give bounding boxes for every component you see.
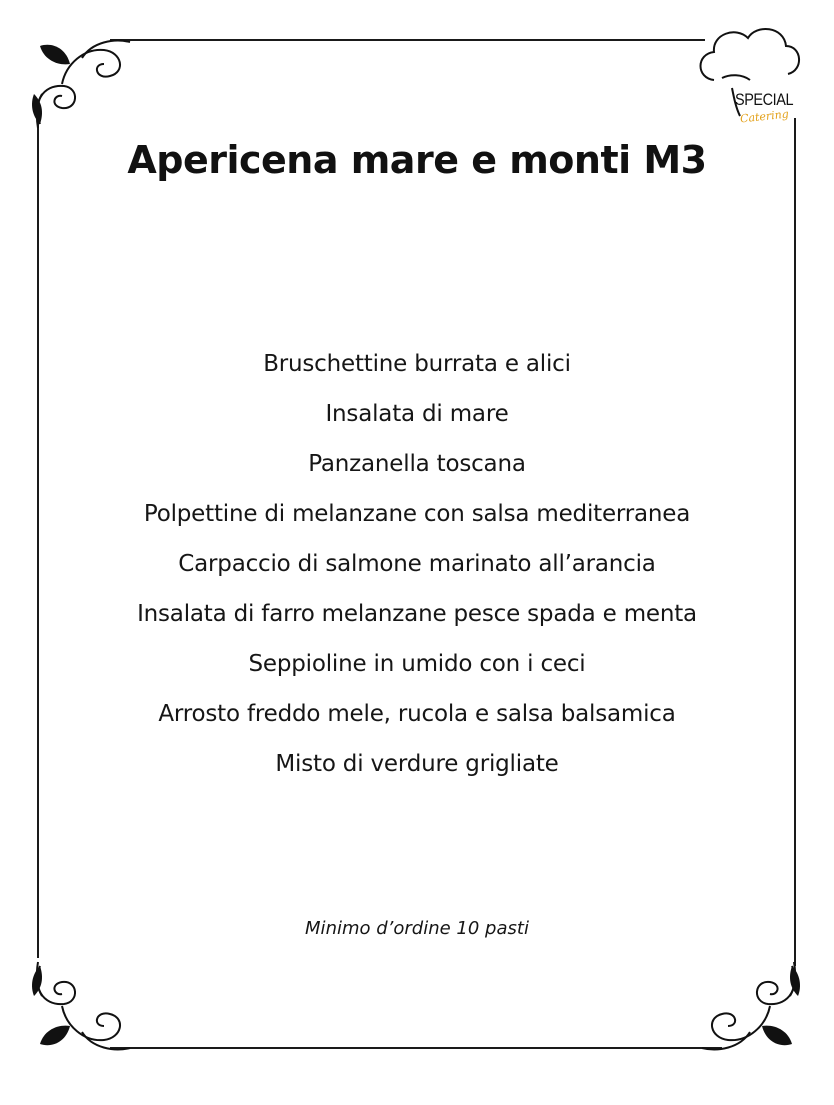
menu-item: Arrosto freddo mele, rucola e salsa balsamica (158, 701, 676, 727)
corner-ornament-bottom-right (690, 946, 810, 1066)
minimum-order-note: Minimo d’ordine 10 pasti (305, 918, 529, 939)
frame-border-bottom (110, 1047, 722, 1049)
menu-item: Bruschettine burrata e alici (263, 351, 571, 377)
page-title: Apericena mare e monti M3 (127, 138, 707, 182)
frame-border-top (110, 39, 705, 41)
logo-wordmark-catering: Catering (739, 107, 790, 126)
menu-item: Insalata di mare (325, 401, 509, 427)
menu-item: Carpaccio di salmone marinato all’arancia (178, 551, 656, 577)
menu-item: Misto di verdure grigliate (275, 751, 559, 777)
menu-item: Insalata di farro melanzane pesce spada e menta (137, 601, 697, 627)
menu-item: Panzanella toscana (308, 451, 526, 477)
corner-ornament-top-left (22, 24, 142, 144)
special-catering-logo (692, 18, 812, 138)
menu-item: Polpettine di melanzane con salsa mediterranea (143, 501, 691, 527)
logo-wordmark-special: SPECIAL (735, 90, 794, 109)
corner-ornament-bottom-left (22, 946, 142, 1066)
menu-item: Seppioline in umido con i ceci (248, 651, 586, 677)
menu-list (0, 346, 834, 796)
